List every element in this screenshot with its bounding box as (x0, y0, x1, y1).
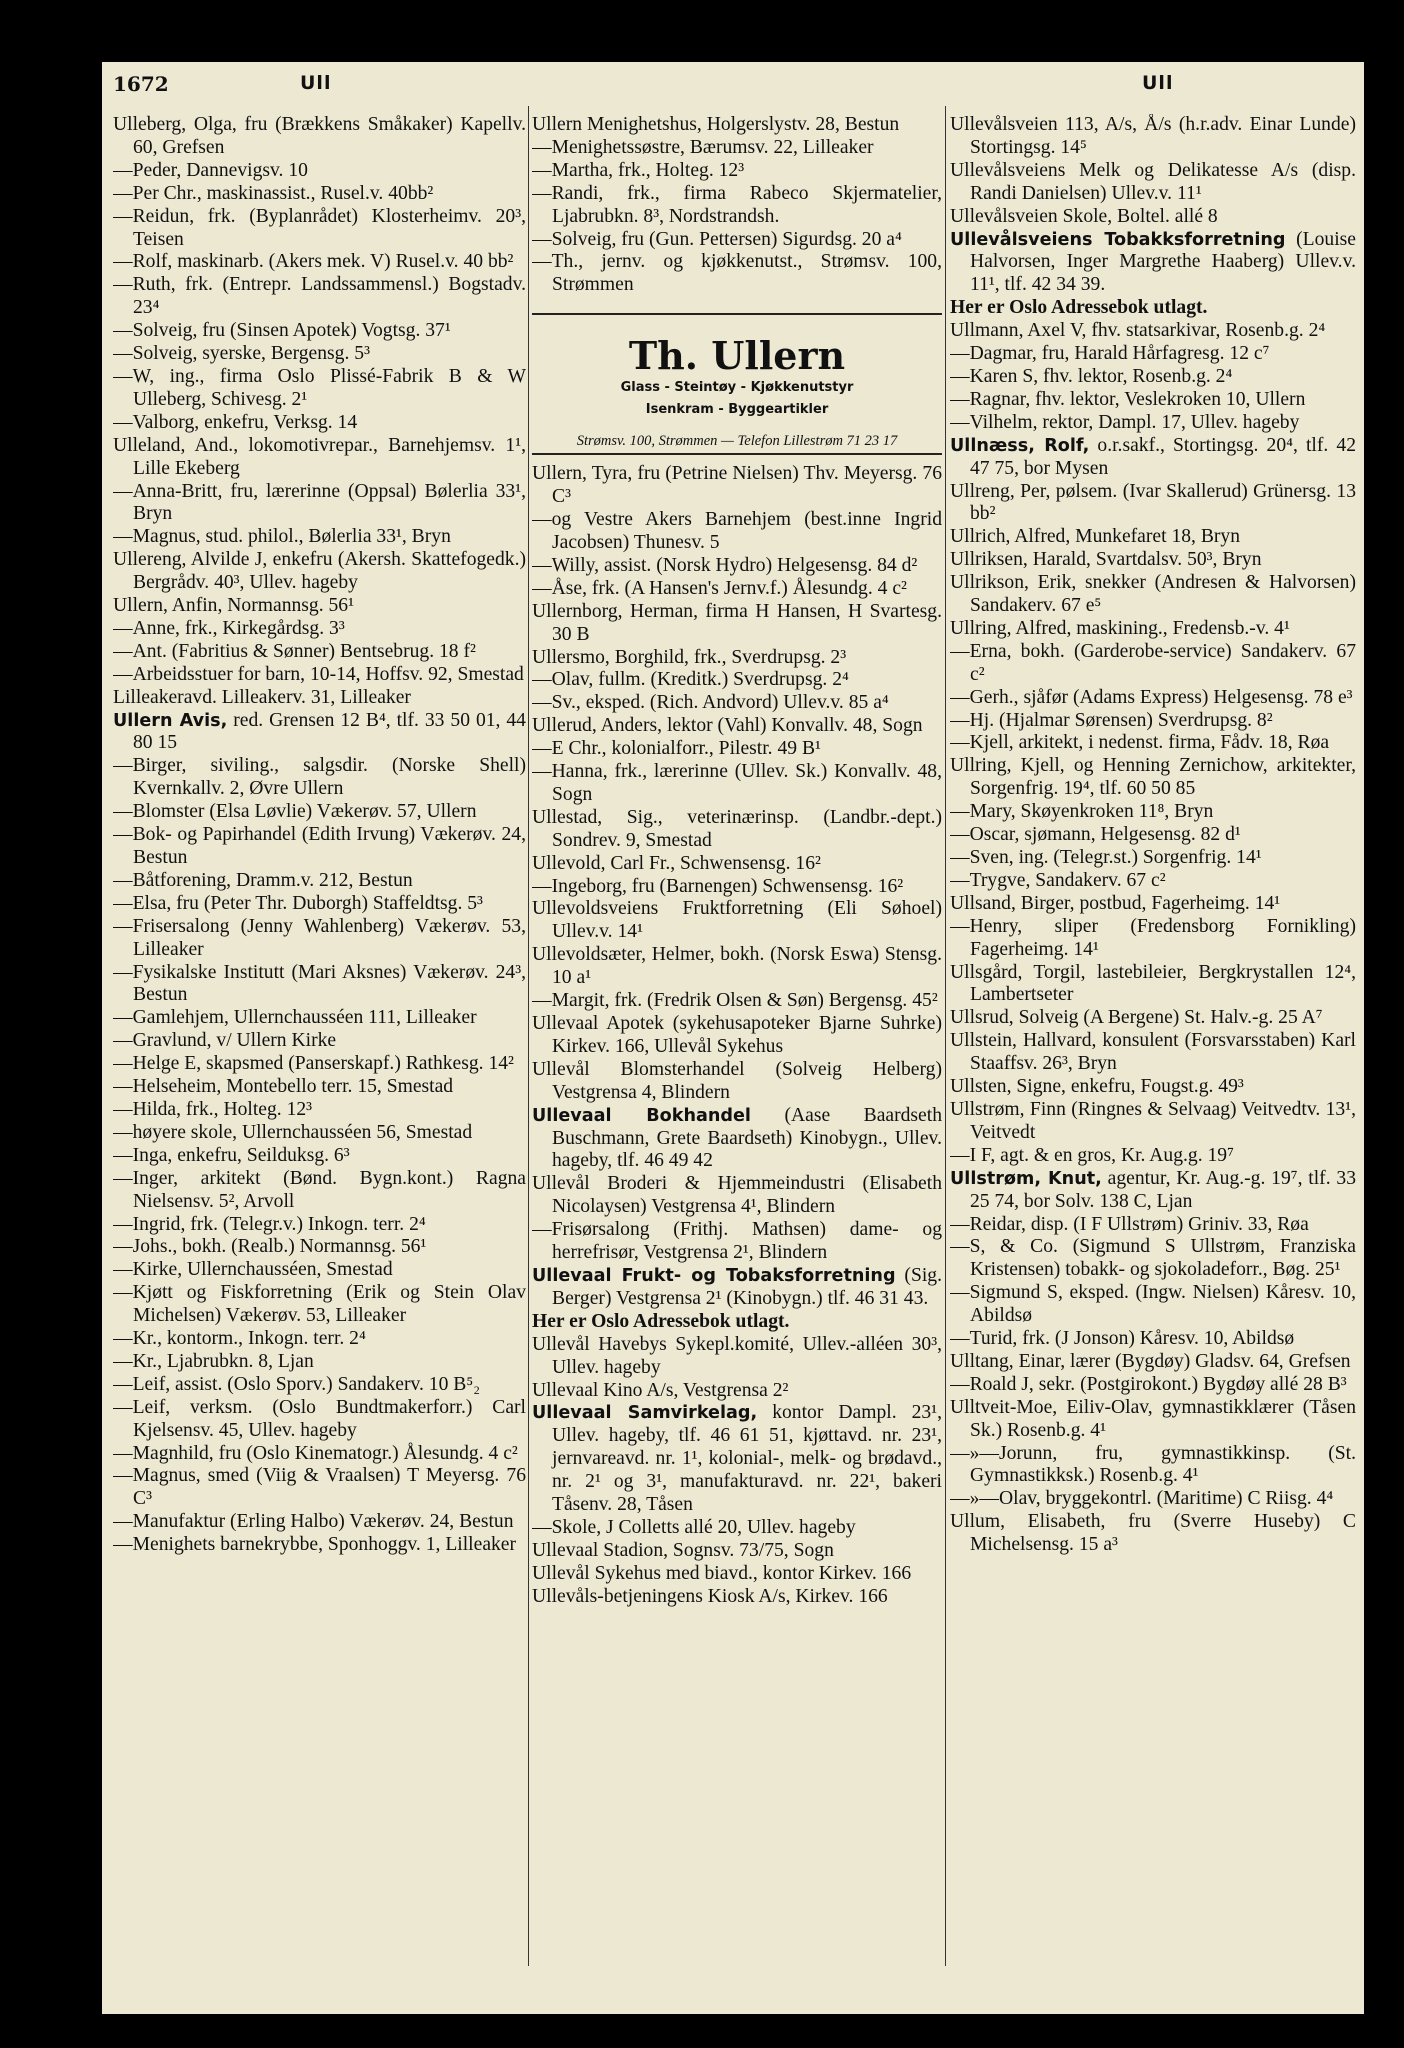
entry-text: —»—Olav, bryggekontrl. (Maritime) C Riisg. 4⁴ (950, 1488, 1334, 1510)
directory-entry (532, 1219, 942, 1265)
entry-text: —Dagmar, fru, Harald Hårfagresg. 12 c⁷ (950, 343, 1270, 365)
directory-entry (113, 366, 526, 412)
entry-text: Ullevaal Apotek (sykehusapoteker Bjarne Suhrke) Kirkev. 166, Ullevål Sykehus (532, 1013, 942, 1057)
entry-text: —Manufaktur (Erling Halbo) Vækerøv. 24, Bestun (113, 1511, 514, 1533)
entry-text: kontor Dampl. 23¹, Ullev. hageby, tlf. 46 61 51, kjøttavd. nr. 23¹, jernvareavd. nr. 1¹, kolonial-, melk- og brødavd., nr. 2¹ og 3¹, manufakturavd. nr. 22¹, bakeri Tåsenv. 28, Tåsen (552, 1402, 942, 1516)
directory-entry (113, 1328, 526, 1351)
entry-text: —Erna, bokh. (Garderobe-service) Sandakerv. 67 c² (950, 640, 1356, 685)
directory-entry (532, 1517, 942, 1540)
directory-entry (532, 1402, 942, 1517)
column-2-top-entries (532, 114, 942, 297)
entry-text: —Martha, frk., Holteg. 12³ (532, 159, 745, 181)
entry-text: —Mary, Skøyenkroken 11⁸, Bryn (950, 801, 1214, 823)
directory-entry (532, 669, 942, 692)
entry-text: —Gerh., sjåfør (Adams Express) Helgesensg. 78 e³ (950, 686, 1353, 708)
entry-text: —Ragnar, fhv. lektor, Veslekroken 10, Ullern (950, 388, 1306, 410)
entry-text: Ullum, Elisabeth, fru (Sverre Huseby) C Michelsensg. 15 a³ (950, 1511, 1356, 1556)
directory-entry (532, 761, 942, 807)
directory-entry (950, 893, 1356, 916)
entry-text: —Leif, verksm. (Oslo Bundtmakerforr.) Carl Kjelsensv. 45, Ullev. hageby (113, 1396, 526, 1441)
entry-text: Ullevål Havebys Sykepl.komité, Ullev.-alléen 30³, Ullev. hageby (532, 1333, 942, 1378)
entry-text: Ullevåls-betjeningens Kiosk A/s, Kirkev. 166 (532, 1585, 888, 1607)
entry-text: —Kirke, Ullernchausséen, Smestad (113, 1259, 393, 1281)
entry-bold-name: Ullevålsveiens Tobakksforretning (950, 229, 1286, 250)
directory-entry (532, 160, 942, 183)
directory-entry (113, 183, 526, 206)
directory-entry (950, 1236, 1356, 1282)
entry-text: Ullestad, Sig., veterinærinsp. (Landbr.-dept.) Sondrev. 9, Smestad (532, 806, 942, 851)
entry-text: —Kr., Ljabrubkn. 8, Ljan (113, 1350, 314, 1372)
entry-bold-name: Ullern Avis, (113, 710, 228, 731)
directory-entry (950, 1511, 1356, 1557)
entry-text: Ullersmo, Borghild, frk., Sverdrupsg. 2³ (532, 646, 847, 668)
directory-entry (113, 160, 526, 183)
directory-entry (532, 898, 942, 944)
directory-entry (113, 1282, 526, 1328)
entry-text: —Hilda, frk., Holteg. 12³ (113, 1098, 313, 1120)
entry-text: —Johs., bokh. (Realb.) Normannsg. 56¹ (113, 1236, 427, 1258)
directory-entry (950, 1443, 1356, 1489)
directory-entry (532, 114, 942, 137)
entry-text: —Helge E, skapsmed (Panserskapf.) Rathkesg. 14² (113, 1053, 514, 1075)
directory-entry (113, 1007, 526, 1030)
entry-bold-name: Ullstrøm, Knut, (950, 1168, 1102, 1189)
directory-entry (113, 435, 526, 481)
entry-text: Ullsten, Signe, enkefru, Fougst.g. 49³ (950, 1076, 1244, 1098)
entry-text: —Ruth, frk. (Entrepr. Landssammensl.) Bogstadv. 23⁴ (113, 274, 526, 319)
entry-text: Ullereng, Alvilde J, enkefru (Akersh. Skattefogedk.) Bergrådv. 40³, Ullev. hageby (113, 549, 526, 594)
entry-text: Ullern Menighetshus, Holgerslystv. 28, Bestun (532, 114, 900, 135)
directory-entry (113, 549, 526, 595)
directory-entry (532, 601, 942, 647)
entry-text: —Olav, fullm. (Kreditk.) Sverdrupsg. 2⁴ (532, 669, 849, 691)
directory-entry (532, 183, 942, 229)
directory-entry (113, 870, 526, 893)
entry-text: Ullevål Sykehus med biavd., kontor Kirkev. 166 (532, 1562, 912, 1584)
directory-entry (532, 647, 942, 670)
directory-entry (113, 1374, 526, 1397)
directory-entry (532, 1540, 942, 1563)
entry-text: —Randi, frk., firma Rabeco Skjermatelier, Ljabrubkn. 8³, Nordstrandsh. (532, 182, 942, 227)
directory-entry (532, 807, 942, 853)
entry-text: (Sig. Berger) Vestgrensa 2¹ (Kinobygn.) tlf. 46 31 43. (552, 1264, 942, 1309)
running-head-left: Ull (300, 72, 332, 94)
entry-text: Ullstein, Hallvard, konsulent (Forsvarsstaben) Karl Staaffsv. 26³, Bryn (950, 1030, 1356, 1075)
directory-entry (532, 1105, 942, 1174)
directory-entry (532, 555, 942, 578)
entry-text: (Aase Baardseth Buschmann, Grete Baardseth) Kinobygn., Ullev. hageby, tlf. 46 49 42 (552, 1104, 942, 1172)
directory-entry (113, 824, 526, 870)
directory-entry (113, 251, 526, 274)
entry-bold-name: Ullevaal Bokhandel (532, 1105, 751, 1126)
directory-entry (113, 1397, 526, 1443)
entry-text: —Anna-Britt, fru, lærerinne (Oppsal) Bølerlia 33¹, Bryn (113, 480, 526, 525)
directory-entry (950, 1099, 1356, 1145)
directory-entry (950, 435, 1356, 481)
entry-text: —I F, agt. & en gros, Kr. Aug.g. 19⁷ (950, 1144, 1234, 1166)
directory-entry (950, 801, 1356, 824)
directory-entry (532, 692, 942, 715)
directory-entry (113, 412, 526, 435)
entry-bold-name: Ullevaal Frukt- og Tobaksforretning (532, 1265, 896, 1286)
directory-entry (532, 229, 942, 252)
directory-entry (532, 1334, 942, 1380)
entry-text: Ullstrøm, Finn (Ringnes & Selvaag) Veitvedtv. 13¹, Veitvedt (950, 1098, 1356, 1143)
directory-entry (950, 412, 1356, 435)
entry-text: —Bok- og Papirhandel (Edith Irvung) Vækerøv. 24, Bestun (113, 824, 526, 868)
directory-entry (532, 1173, 942, 1219)
entry-text: Ulltveit-Moe, Eiliv-Olav, gymnastikklærer (Tåsen Sk.) Rosenb.g. 4¹ (950, 1396, 1356, 1441)
entry-text: —Menighets barnekrybbe, Sponhoggv. 1, Lilleaker (113, 1534, 517, 1556)
directory-entry (950, 1282, 1356, 1328)
entry-text: Ullsrud, Solveig (A Bergene) St. Halv.-g. 25 A⁷ (950, 1007, 1323, 1029)
directory-entry (532, 990, 942, 1013)
directory-entry (113, 664, 526, 687)
directory-entry (532, 853, 942, 876)
directory-entry (950, 870, 1356, 893)
entry-text: —Gravlund, v/ Ullern Kirke (113, 1030, 337, 1052)
directory-entry (113, 1351, 526, 1374)
entry-text: —Roald J, sekr. (Postgirokont.) Bygdøy allé 28 B³ (950, 1373, 1347, 1395)
entry-text: Ulleberg, Olga, fru (Brækkens Småkaker) Kapellv. 60, Grefsen (113, 114, 526, 158)
entry-text: Ullreng, Per, pølsem. (Ivar Skallerud) Grünersg. 13 bb² (950, 480, 1356, 525)
directory-entry (950, 343, 1356, 366)
entry-text: —Arbeidsstuer for barn, 10-14, Hoffsv. 92, Smestad (113, 663, 524, 685)
ad-company-name: Th. Ullern (628, 333, 846, 379)
entry-text: —Magnus, smed (Viig & Vraalsen) T Meyersg. 76 C³ (113, 1465, 526, 1510)
directory-entry (532, 1380, 942, 1403)
entry-text: —Solveig, syerske, Bergensg. 5³ (113, 343, 370, 365)
directory-entry (113, 1443, 526, 1466)
directory-entry (950, 1397, 1356, 1443)
directory-entry (113, 893, 526, 916)
directory-entry (113, 1168, 526, 1214)
directory-entry (532, 715, 942, 738)
entry-text: —Kjell, arkitekt, i nedenst. firma, Fådv. 18, Røa (950, 732, 1330, 754)
directory-entry (950, 1168, 1356, 1214)
directory-entry (113, 1465, 526, 1511)
entry-text: Ullrikson, Erik, snekker (Andresen & Halvorsen) Sandakerv. 67 e⁵ (950, 572, 1356, 617)
directory-entry (113, 962, 526, 1008)
entry-text: —Frisørsalong (Frithj. Mathsen) dame- og herrefrisør, Vestgrensa 2¹, Blindern (532, 1219, 942, 1264)
entry-text: —Hanna, frk., lærerinne (Ullev. Sk.) Konvallv. 48, Sogn (532, 761, 942, 805)
directory-entry (950, 755, 1356, 801)
entry-text: —Elsa, fru (Peter Thr. Duborgh) Staffeldtsg. 5³ (113, 892, 483, 914)
directory-entry (950, 160, 1356, 206)
directory-entry (113, 1236, 526, 1259)
directory-entry (950, 481, 1356, 527)
entry-text: Ullerud, Anders, lektor (Vahl) Konvallv. 48, Sogn (532, 715, 923, 737)
directory-entry (113, 1053, 526, 1076)
directory-entry (950, 1488, 1356, 1511)
entry-text: —Rolf, maskinarb. (Akers mek. V) Rusel.v. 40 bb² (113, 251, 514, 273)
directory-entry (113, 710, 526, 756)
directory-entry (532, 738, 942, 761)
directory-entry (950, 366, 1356, 389)
notice-text: Her er Oslo Adressebok utlagt. (950, 297, 1208, 319)
directory-entry (950, 526, 1356, 549)
entry-text: —Frisersalong (Jenny Wahlenberg) Vækerøv. 53, Lilleaker (113, 915, 526, 960)
entry-bold-name: Ullnæss, Rolf, (950, 435, 1090, 456)
directory-entry (113, 320, 526, 343)
directory-entry (950, 1007, 1356, 1030)
directory-entry (113, 481, 526, 527)
entry-text: —Magnhild, fru (Oslo Kinematogr.) Ålesundg. 4 c² (113, 1442, 518, 1464)
entry-text: —Magnus, stud. philol., Bølerlia 33¹, Bryn (113, 526, 451, 548)
directory-entry (532, 1265, 942, 1311)
directory-entry (113, 526, 526, 549)
entry-text: —Båtforening, Dramm.v. 212, Bestun (113, 869, 413, 891)
entry-text: —Kr., kontorm., Inkogn. terr. 2⁴ (113, 1328, 366, 1350)
entry-text: —Leif, assist. (Oslo Sporv.) Sandakerv. 10 B⁵₂ (113, 1373, 481, 1395)
directory-entry (532, 944, 942, 990)
directory-entry (113, 595, 526, 618)
entry-text: Ullring, Alfred, maskining., Fredensb.-v. 4¹ (950, 617, 1290, 639)
entry-text: Ullevoldsveiens Fruktforretning (Eli Søhoel) Ullev.v. 14¹ (532, 898, 942, 943)
directory-entry (950, 297, 1356, 320)
directory-entry (950, 641, 1356, 687)
entry-bold-name: Ullevaal Samvirkelag, (532, 1403, 758, 1424)
entry-text: —Inger, arkitekt (Bønd. Bygn.kont.) Ragna Nielsensv. 5², Arvoll (113, 1167, 526, 1212)
directory-entry (532, 876, 942, 899)
entry-text: Ullern, Anfin, Normannsg. 56¹ (113, 595, 354, 617)
directory-entry (113, 1076, 526, 1099)
directory-entry (532, 1013, 942, 1059)
entry-text: Ullriksen, Harald, Svartdalsv. 50³, Bryn (950, 549, 1262, 571)
directory-entry (950, 732, 1356, 755)
directory-entry (950, 1214, 1356, 1237)
directory-entry (113, 1214, 526, 1237)
entry-text: Ulleland, And., lokomotivrepar., Barnehjemsv. 1¹, Lille Ekeberg (113, 434, 526, 479)
entry-text: —Menighetssøstre, Bærumsv. 22, Lilleaker (532, 136, 874, 158)
entry-text: —Solveig, fru (Sinsen Apotek) Vogtsg. 37¹ (113, 320, 451, 342)
directory-entry (950, 572, 1356, 618)
notice-text: Her er Oslo Adressebok utlagt. (532, 1310, 790, 1332)
entry-text: agentur, Kr. Aug.-g. 19⁷, tlf. 33 25 74, bor Solv. 138 C, Ljan (970, 1167, 1356, 1212)
directory-entry (950, 229, 1356, 298)
entry-text: —Valborg, enkefru, Verksg. 14 (113, 411, 358, 433)
directory-entry (532, 509, 942, 555)
entry-text: Ullevålsveien 113, A/s, Å/s (h.r.adv. Einar Lunde) Stortingsg. 14⁵ (950, 114, 1356, 158)
entry-text: —Skole, J Colletts allé 20, Ullev. hageby (532, 1516, 856, 1538)
entry-text: Ullrich, Alfred, Munkefaret 18, Bryn (950, 526, 1241, 548)
directory-entry (113, 1534, 526, 1557)
entry-text: —»—Jorunn, fru, gymnastikkinsp. (St. Gymnastikksk.) Rosenb.g. 4¹ (950, 1442, 1356, 1487)
entry-text: Ullsgård, Torgil, lastebileier, Bergkrystallen 12⁴, Lambertseter (950, 961, 1356, 1006)
page-number: 1672 (113, 72, 169, 96)
entry-text: —Trygve, Sandakerv. 67 c² (950, 869, 1166, 891)
advertisement-box (532, 313, 942, 455)
directory-entry (113, 1030, 526, 1053)
directory-entry (950, 549, 1356, 572)
entry-text: Ulltang, Einar, lærer (Bygdøy) Gladsv. 64, Grefsen (950, 1350, 1351, 1372)
directory-column-3 (950, 114, 1356, 1964)
entry-text: Ullsand, Birger, postbud, Fagerheimg. 14¹ (950, 892, 1281, 914)
directory-entry (950, 916, 1356, 962)
entry-text: —Henry, sliper (Fredensborg Fornikling) Fagerheimg. 14¹ (950, 915, 1356, 960)
entry-text: red. Grensen 12 B⁴, tlf. 33 50 01, 44 80 15 (133, 709, 526, 754)
entry-text: Ullernborg, Herman, firma H Hansen, H Svartesg. 30 B (532, 600, 942, 645)
entry-text: —Ingeborg, fru (Barnengen) Schwensensg. 16² (532, 875, 904, 897)
directory-entry (532, 137, 942, 160)
entry-text: —Ant. (Fabritius & Sønner) Bentsebrug. 18 f² (113, 640, 476, 662)
entry-text: —Fysikalske Institutt (Mari Aksnes) Vækerøv. 24³, Bestun (113, 961, 526, 1006)
entry-text: —Turid, frk. (J Jonson) Kåresv. 10, Abildsø (950, 1328, 1295, 1350)
column-divider (945, 106, 946, 1966)
entry-text: —Oscar, sjømann, Helgesensg. 82 d¹ (950, 824, 1241, 846)
directory-entry (950, 962, 1356, 1008)
entry-text: —Helseheim, Montebello terr. 15, Smestad (113, 1076, 454, 1098)
entry-text: Ullevold, Carl Fr., Schwensensg. 16² (532, 852, 821, 874)
entry-text: —Peder, Dannevigsv. 10 (113, 159, 308, 181)
directory-entry (113, 1145, 526, 1168)
directory-entry (950, 687, 1356, 710)
directory-entry (532, 1586, 942, 1609)
directory-entry (950, 114, 1356, 160)
entry-text: —Vilhelm, rektor, Dampl. 17, Ullev. hageby (950, 411, 1300, 433)
entry-text: —Th., jernv. og kjøkkenutst., Strømsv. 100, Strømmen (532, 251, 942, 296)
entry-text: —høyere skole, Ullernchausséen 56, Smestad (113, 1121, 473, 1143)
entry-text: Ullevaal Kino A/s, Vestgrensa 2² (532, 1379, 789, 1401)
entry-text: —Kjøtt og Fiskforretning (Erik og Stein Olav Michelsen) Vækerøv. 53, Lilleaker (113, 1282, 526, 1327)
entry-text: —Reidar, disp. (I F Ullstrøm) Griniv. 33, Røa (950, 1213, 1309, 1235)
entry-text: —Anne, frk., Kirkegårdsg. 3³ (113, 617, 345, 639)
directory-entry (113, 1259, 526, 1282)
directory-entry (113, 343, 526, 366)
entry-text: Ullevoldsæter, Helmer, bokh. (Norsk Eswa) Stensg. 10 a¹ (532, 944, 942, 989)
entry-text: —Åse, frk. (A Hansen's Jernv.f.) Ålesundg. 4 c² (532, 577, 907, 599)
directory-column-2 (532, 114, 942, 1964)
entry-text: —Solveig, fru (Gun. Pettersen) Sigurdsg. 20 a⁴ (532, 228, 902, 250)
ad-products-line-1: Glass - Steintøy - Kjøkkenutstyr (620, 380, 854, 396)
directory-entry (532, 251, 942, 297)
entry-text: —Reidun, frk. (Byplanrådet) Klosterheimv. 20³, Teisen (113, 205, 526, 250)
directory-entry (950, 1351, 1356, 1374)
directory-entry (113, 755, 526, 801)
directory-entry (950, 824, 1356, 847)
directory-entry (950, 206, 1356, 229)
directory-entry (532, 1059, 942, 1105)
entry-text: —Karen S, fhv. lektor, Rosenb.g. 2⁴ (950, 365, 1233, 387)
directory-entry (950, 1145, 1356, 1168)
directory-entry (950, 847, 1356, 870)
entry-text: Ullevålsveien Skole, Boltel. allé 8 (950, 205, 1218, 227)
directory-entry (113, 916, 526, 962)
entry-text: o.r.sakf., Stortingsg. 20⁴, tlf. 42 47 75, bor Mysen (970, 434, 1356, 479)
ad-address-phone: Strømsv. 100, Strømmen — Telefon Lillestrøm 71 23 17 (576, 433, 898, 450)
entry-text: —W, ing., firma Oslo Plissé-Fabrik B & W Ulleberg, Schivesg. 2¹ (113, 365, 526, 410)
directory-entry (532, 463, 942, 509)
directory-entry (113, 687, 526, 710)
directory-entry (950, 618, 1356, 641)
directory-entry (113, 114, 526, 160)
entry-text: Ullevål Broderi & Hjemmeindustri (Elisabeth Nicolaysen) Vestgrensa 4¹, Blindern (532, 1173, 942, 1218)
entry-text: Ullern, Tyra, fru (Petrine Nielsen) Thv. Meyersg. 76 C³ (532, 463, 942, 508)
directory-column-1 (113, 114, 526, 1964)
directory-entry (113, 206, 526, 252)
directory-entry (113, 618, 526, 641)
running-head-right: Ull (1142, 72, 1174, 94)
entry-text: —E Chr., kolonialforr., Pilestr. 49 B¹ (532, 738, 821, 760)
directory-entry (532, 1563, 942, 1586)
entry-text: Lilleakeravd. Lilleakerv. 31, Lilleaker (113, 686, 411, 708)
directory-entry (113, 1099, 526, 1122)
directory-entry (950, 1076, 1356, 1099)
entry-text: —Sigmund S, eksped. (Ingw. Nielsen) Kåresv. 10, Abildsø (950, 1282, 1356, 1327)
directory-entry (950, 389, 1356, 412)
directory-entry (950, 320, 1356, 343)
directory-entry (113, 1122, 526, 1145)
entry-text: —S, & Co. (Sigmund S Ullstrøm, Franziska Kristensen) tobakk- og sjokoladeforr., Bøg. 25¹ (950, 1236, 1356, 1281)
column-2-bottom-entries (532, 463, 942, 1608)
entry-text: Ullring, Kjell, og Henning Zernichow, arkitekter, Sorgenfrig. 19⁴, tlf. 60 50 85 (950, 755, 1356, 800)
entry-text: Ullmann, Axel V, fhv. statsarkivar, Rosenb.g. 2⁴ (950, 320, 1326, 342)
directory-entry (950, 1374, 1356, 1397)
directory-entry (113, 274, 526, 320)
entry-text: —Willy, assist. (Norsk Hydro) Helgesensg. 84 d² (532, 554, 918, 576)
directory-entry (532, 1311, 942, 1334)
entry-text: —Sv., eksped. (Rich. Andvord) Ullev.v. 85 a⁴ (532, 692, 889, 714)
entry-text: —Gamlehjem, Ullernchausséen 111, Lilleaker (113, 1007, 477, 1029)
entry-text: Ullevålsveiens Melk og Delikatesse A/s (disp. Randi Danielsen) Ullev.v. 11¹ (950, 159, 1356, 204)
directory-entry (950, 1328, 1356, 1351)
directory-entry (113, 801, 526, 824)
directory-entry (113, 1511, 526, 1534)
entry-text: Ullevaal Stadion, Sognsv. 73/75, Sogn (532, 1539, 834, 1561)
ad-products-line-2: Isenkram - Byggeartikler (645, 402, 829, 418)
directory-entry (950, 1030, 1356, 1076)
entry-text: —Birger, siviling., salgsdir. (Norske Shell) Kvernkallv. 2, Øvre Ullern (113, 755, 526, 800)
entry-text: —Blomster (Elsa Løvlie) Vækerøv. 57, Ullern (113, 801, 477, 823)
entry-text: Ullevål Blomsterhandel (Solveig Helberg) Vestgrensa 4, Blindern (532, 1058, 942, 1103)
entry-text: —og Vestre Akers Barnehjem (best.inne Ingrid Jacobsen) Thunesv. 5 (532, 509, 942, 553)
directory-entry (950, 710, 1356, 733)
entry-text: (Louise Halvorsen, Inger Margrethe Haaberg) Ullev.v. 11¹, tlf. 42 34 39. (970, 228, 1356, 296)
column-divider (528, 106, 529, 1966)
entry-text: —Sven, ing. (Telegr.st.) Sorgenfrig. 14¹ (950, 847, 1262, 868)
entry-text: —Hj. (Hjalmar Sørensen) Sverdrupsg. 8² (950, 709, 1273, 731)
directory-entry (113, 641, 526, 664)
directory-entry (532, 578, 942, 601)
entry-text: —Per Chr., maskinassist., Rusel.v. 40bb² (113, 182, 434, 204)
entry-text: —Inga, enkefru, Seilduksg. 6³ (113, 1144, 350, 1166)
entry-text: —Ingrid, frk. (Telegr.v.) Inkogn. terr. 2⁴ (113, 1213, 426, 1235)
entry-text: —Margit, frk. (Fredrik Olsen & Søn) Bergensg. 45² (532, 990, 938, 1012)
